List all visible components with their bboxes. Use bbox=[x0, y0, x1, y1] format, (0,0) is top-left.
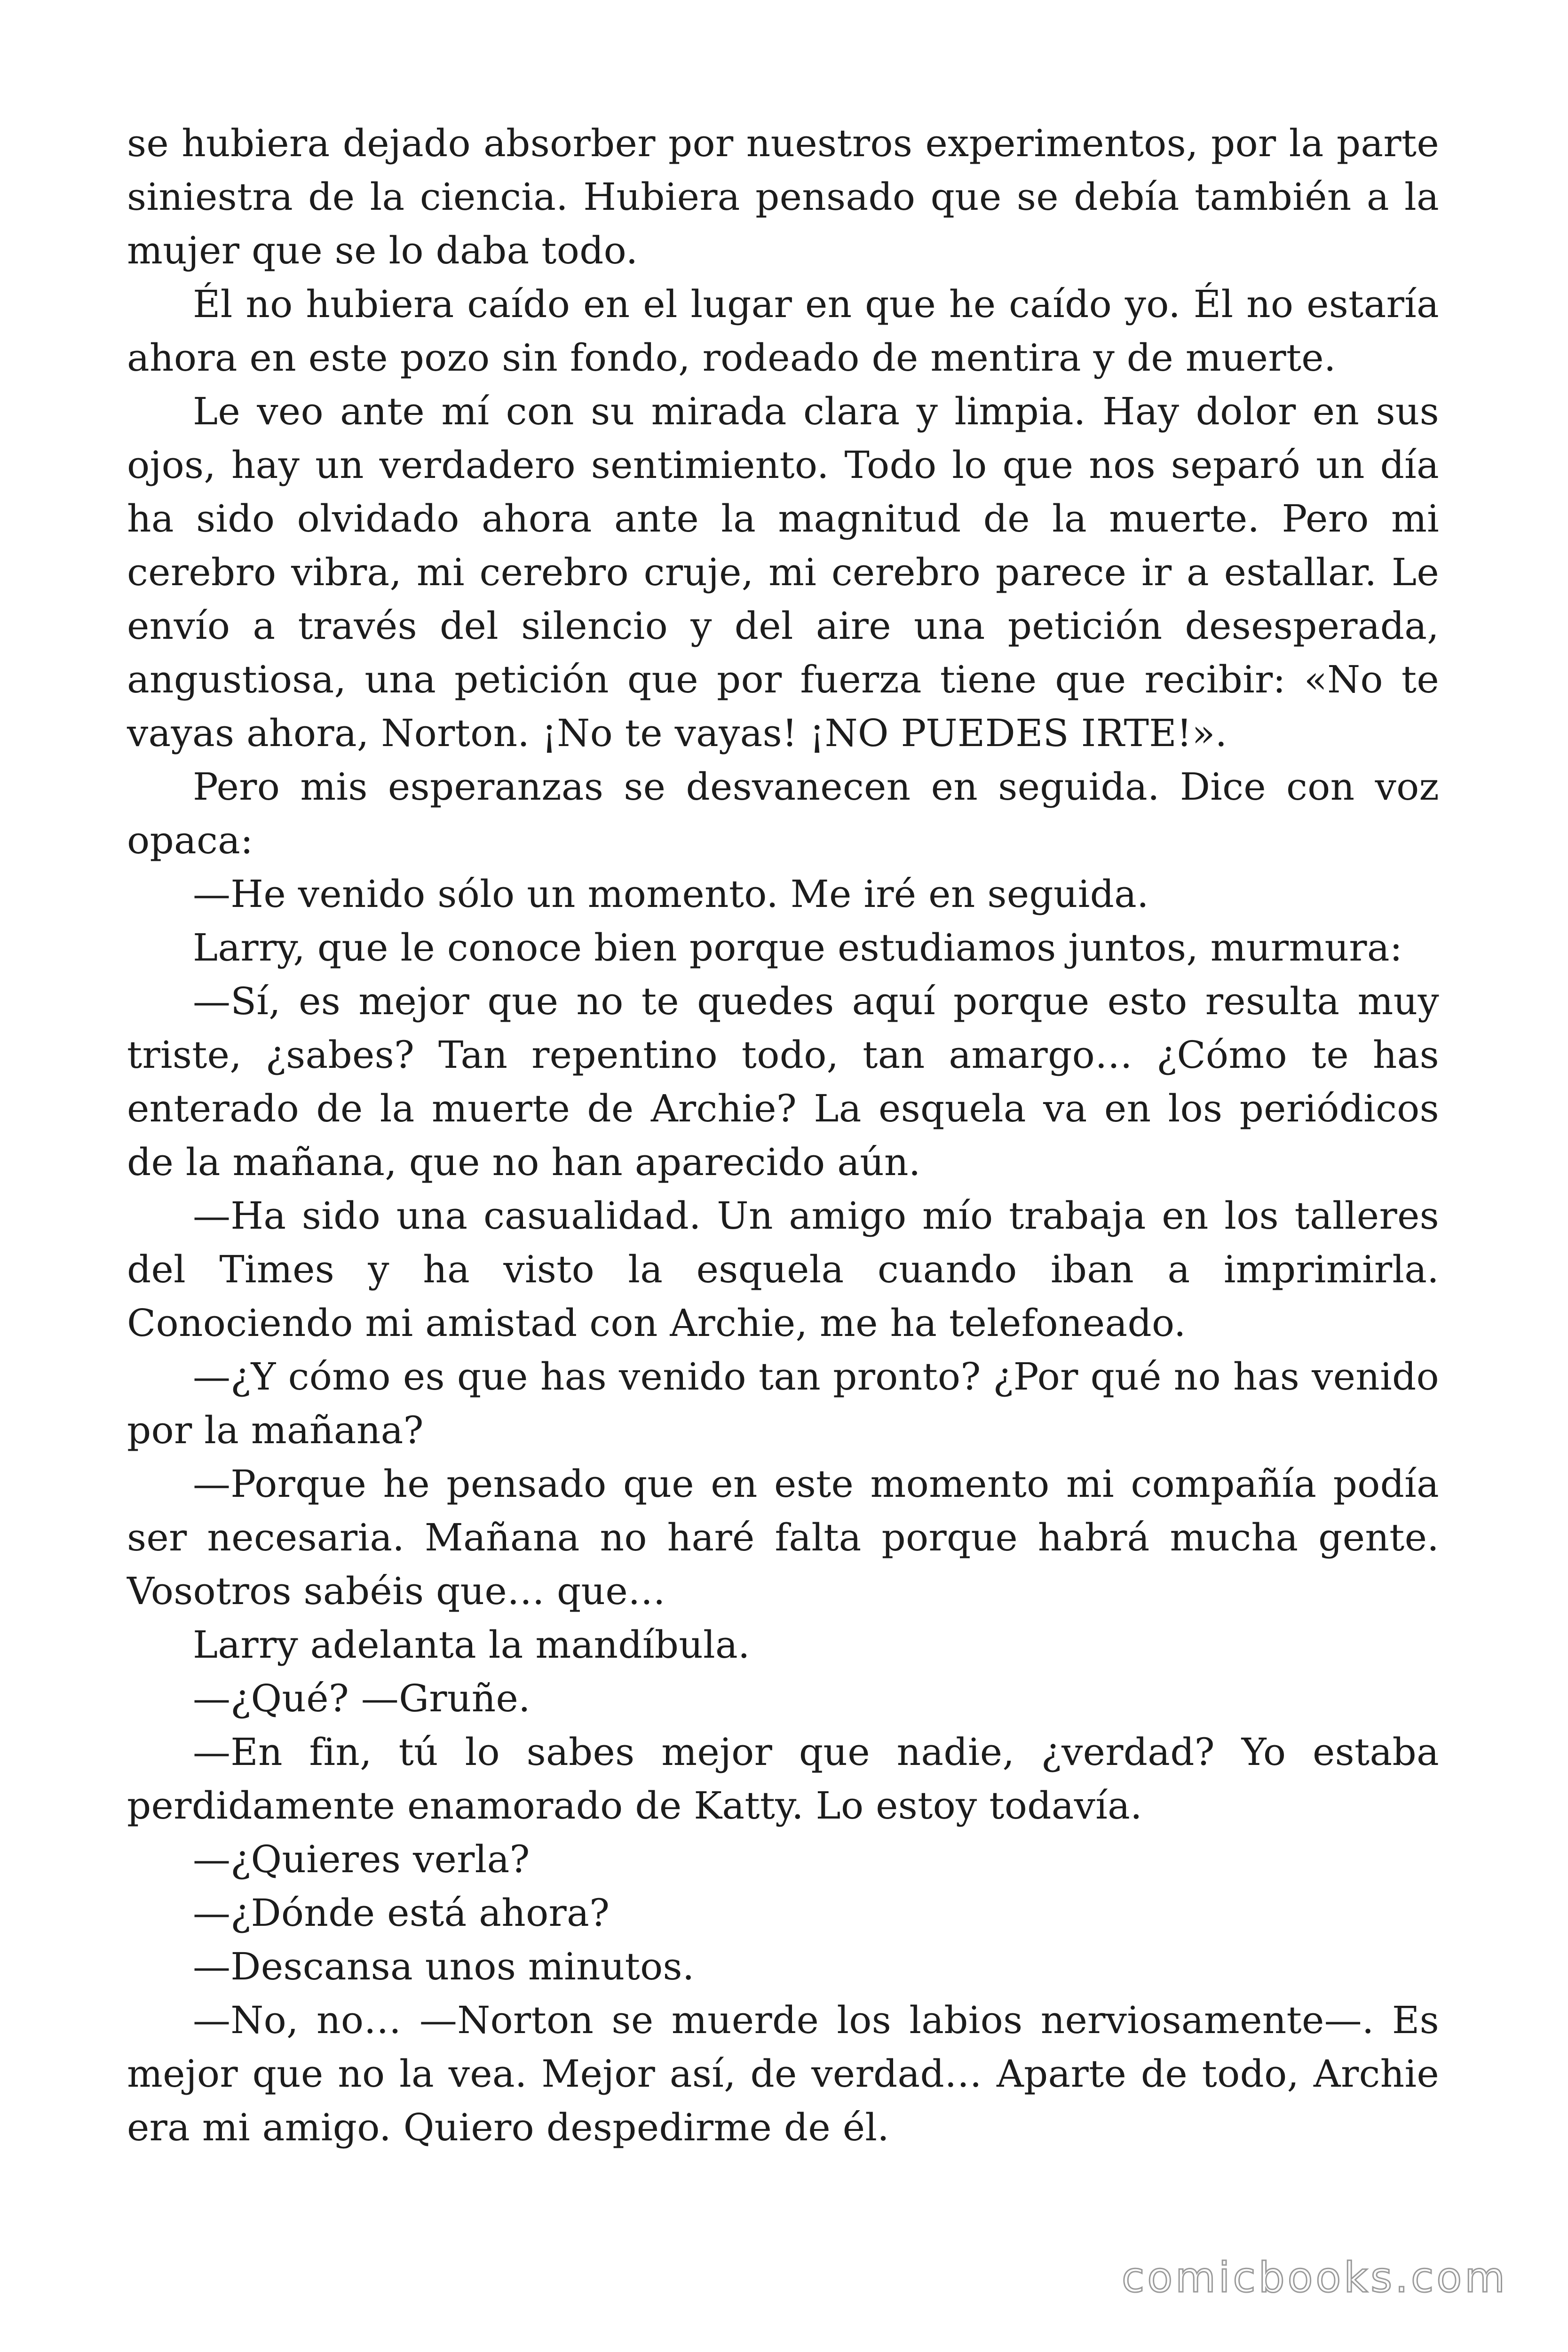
paragraph-8: —Ha sido una casualidad. Un amigo mío trabaja en los talleres del Times y ha visto la esquela cuando iban a imprimirla. Conociendo mi amistad con Archie, me ha telefoneado. bbox=[127, 1194, 1439, 1345]
paragraph-9: —¿Y cómo es que has venido tan pronto? ¿Por qué no has venido por la mañana? bbox=[127, 1355, 1439, 1452]
paragraph-5: —He venido sólo un momento. Me iré en seguida. bbox=[193, 872, 1149, 916]
watermark-text: comicbooks.com bbox=[1121, 2253, 1508, 2302]
paragraph-2: Él no hubiera caído en el lugar en que he caído yo. Él no estaría ahora en este pozo sin fondo, rodeado de mentira y de muerte. bbox=[127, 282, 1439, 380]
paragraph-14: —¿Quieres verla? bbox=[193, 1837, 530, 1881]
paragraph-1: se hubiera dejado absorber por nuestros experimentos, por la parte siniestra de la ciencia. Hubiera pensado que se debía también a la mujer que se lo daba todo. bbox=[127, 121, 1439, 272]
page-body bbox=[127, 117, 1439, 2154]
paragraph-10: —Porque he pensado que en este momento mi compañía podía ser necesaria. Mañana no haré falta porque habrá mucha gente. Vosotros sabéis que… que… bbox=[127, 1462, 1439, 1613]
paragraph-4: Pero mis esperanzas se desvanecen en seguida. Dice con voz opaca: bbox=[127, 765, 1439, 862]
paragraph-3: Le veo ante mí con su mirada clara y limpia. Hay dolor en sus ojos, hay un verdadero sentimiento. Todo lo que nos separó un día ha sido olvidado ahora ante la magnitud de la muerte. Pero mi cerebro vibra, mi cerebro cruje, mi cerebro parece ir a estallar. Le envío a través del silencio y del aire una petición desesperada, angustiosa, una petición que por fuerza tiene que recibir: «No te vayas ahora, Norton. ¡No te vayas! ¡NO PUEDES IRTE!». bbox=[127, 389, 1439, 755]
paragraph-6: Larry, que le conoce bien porque estudiamos juntos, murmura: bbox=[193, 926, 1403, 969]
paragraph-13: —En fin, tú lo sabes mejor que nadie, ¿verdad? Yo estaba perdidamente enamorado de Katty. Lo estoy todavía. bbox=[127, 1730, 1439, 1828]
paragraph-12: —¿Qué? —Gruñe. bbox=[193, 1677, 531, 1720]
paragraph-17: —No, no… —Norton se muerde los labios nerviosamente—. Es mejor que no la vea. Mejor así, de verdad… Aparte de todo, Archie era mi amigo. Quiero despedirme de él. bbox=[127, 1998, 1439, 2149]
paragraph-7: —Sí, es mejor que no te quedes aquí porque esto resulta muy triste, ¿sabes? Tan repentino todo, tan amargo… ¿Cómo te has enterado de la muerte de Archie? La esquela va en los periódicos de la mañana, que no han aparecido aún. bbox=[127, 979, 1439, 1184]
paragraph-15: —¿Dónde está ahora? bbox=[193, 1891, 610, 1935]
paragraph-11: Larry adelanta la mandíbula. bbox=[193, 1623, 750, 1667]
paragraph-16: —Descansa unos minutos. bbox=[193, 1945, 695, 1988]
